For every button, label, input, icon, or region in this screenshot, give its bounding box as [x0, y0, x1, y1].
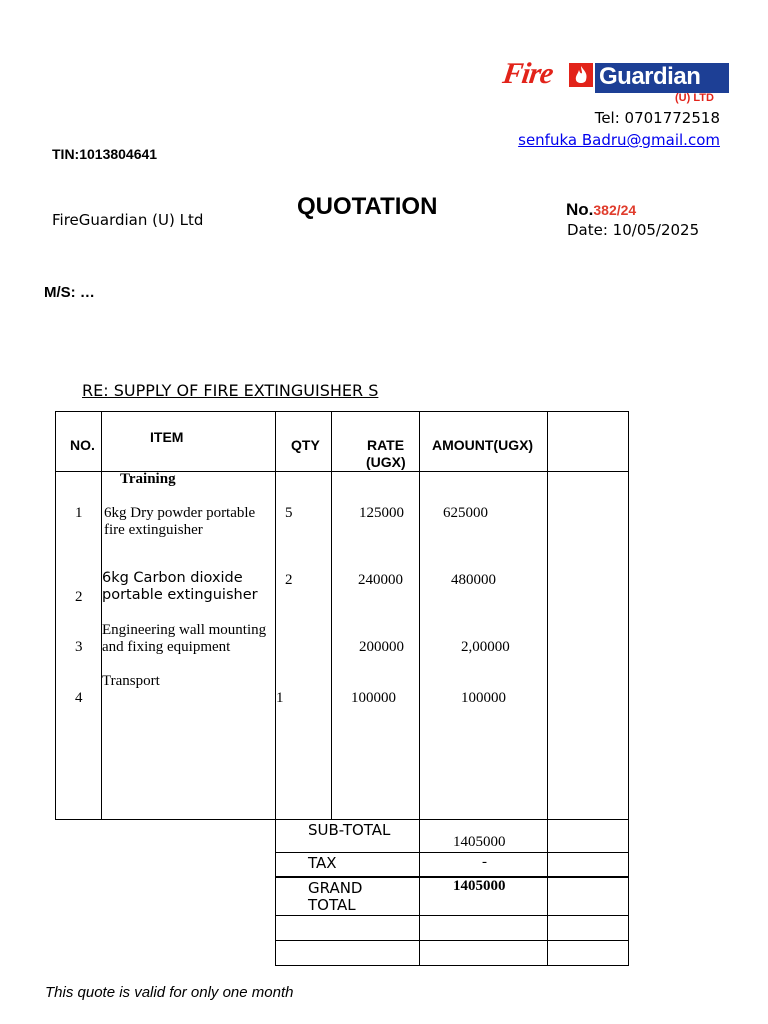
tin-number: TIN:1013804641	[52, 146, 158, 162]
subtotal-value: 1405000	[453, 834, 506, 850]
row-4-amount: 100000	[461, 690, 506, 706]
row-4-qty: 1	[276, 690, 284, 706]
logo-word-guardian: Guardian	[599, 63, 701, 90]
quote-number-value: 382/24	[593, 202, 637, 218]
quote-number-label: No.	[566, 200, 594, 219]
company-logo	[500, 57, 729, 107]
header-amount: AMOUNT(UGX)	[432, 437, 534, 453]
header-rate-unit: (UGX)	[366, 454, 406, 470]
header-no: NO.	[70, 437, 95, 453]
header-item: ITEM	[150, 429, 184, 445]
row-4-no: 4	[75, 690, 83, 706]
section-label: Training	[120, 471, 176, 487]
row-1-item: 6kg Dry powder portable fire extinguisher	[104, 505, 256, 538]
row-1-amount: 625000	[443, 505, 488, 521]
row-2-no: 2	[75, 589, 83, 605]
row-4-rate: 100000	[351, 690, 396, 706]
row-3-rate: 200000	[359, 639, 404, 655]
header-qty: QTY	[291, 437, 320, 453]
row-2-rate: 240000	[358, 572, 403, 588]
row-1-no: 1	[75, 505, 83, 521]
logo-word-fire: Fire	[500, 57, 555, 90]
tax-value: -	[482, 854, 487, 870]
tax-label: TAX	[308, 854, 337, 872]
header-rate: RATE	[367, 437, 405, 453]
subtotal-label: SUB-TOTAL	[308, 821, 391, 839]
row-4-item: Transport	[102, 673, 160, 689]
validity-note: This quote is valid for only one month	[45, 984, 294, 1001]
row-1-qty: 5	[285, 505, 293, 521]
phone-number: Tel: 0701772518	[594, 109, 720, 127]
email-link[interactable]: senfuka Badru@gmail.com	[518, 131, 720, 149]
recipient-label: M/S: …	[44, 284, 95, 301]
row-3-item: Engineering wall mounting and fixing equipment	[102, 622, 267, 655]
logo-subtitle: (U) LTD	[675, 92, 714, 104]
grand-total-label: GRAND TOTAL	[308, 879, 363, 914]
row-2-item: 6kg Carbon dioxide portable extinguisher	[102, 570, 258, 603]
row-2-qty: 2	[285, 572, 293, 588]
grand-total-value: 1405000	[453, 878, 506, 894]
quote-number	[566, 200, 636, 220]
row-2-amount: 480000	[451, 572, 496, 588]
row-3-amount: 2,00000	[461, 639, 510, 655]
subject-line: RE: SUPPLY OF FIRE EXTINGUISHER S	[82, 381, 379, 400]
quote-date: Date: 10/05/2025	[567, 221, 700, 239]
flame-icon	[569, 61, 593, 87]
page-title: QUOTATION	[297, 193, 438, 220]
row-1-rate: 125000	[359, 505, 404, 521]
company-name: FireGuardian (U) Ltd	[52, 211, 204, 229]
row-3-no: 3	[75, 639, 83, 655]
